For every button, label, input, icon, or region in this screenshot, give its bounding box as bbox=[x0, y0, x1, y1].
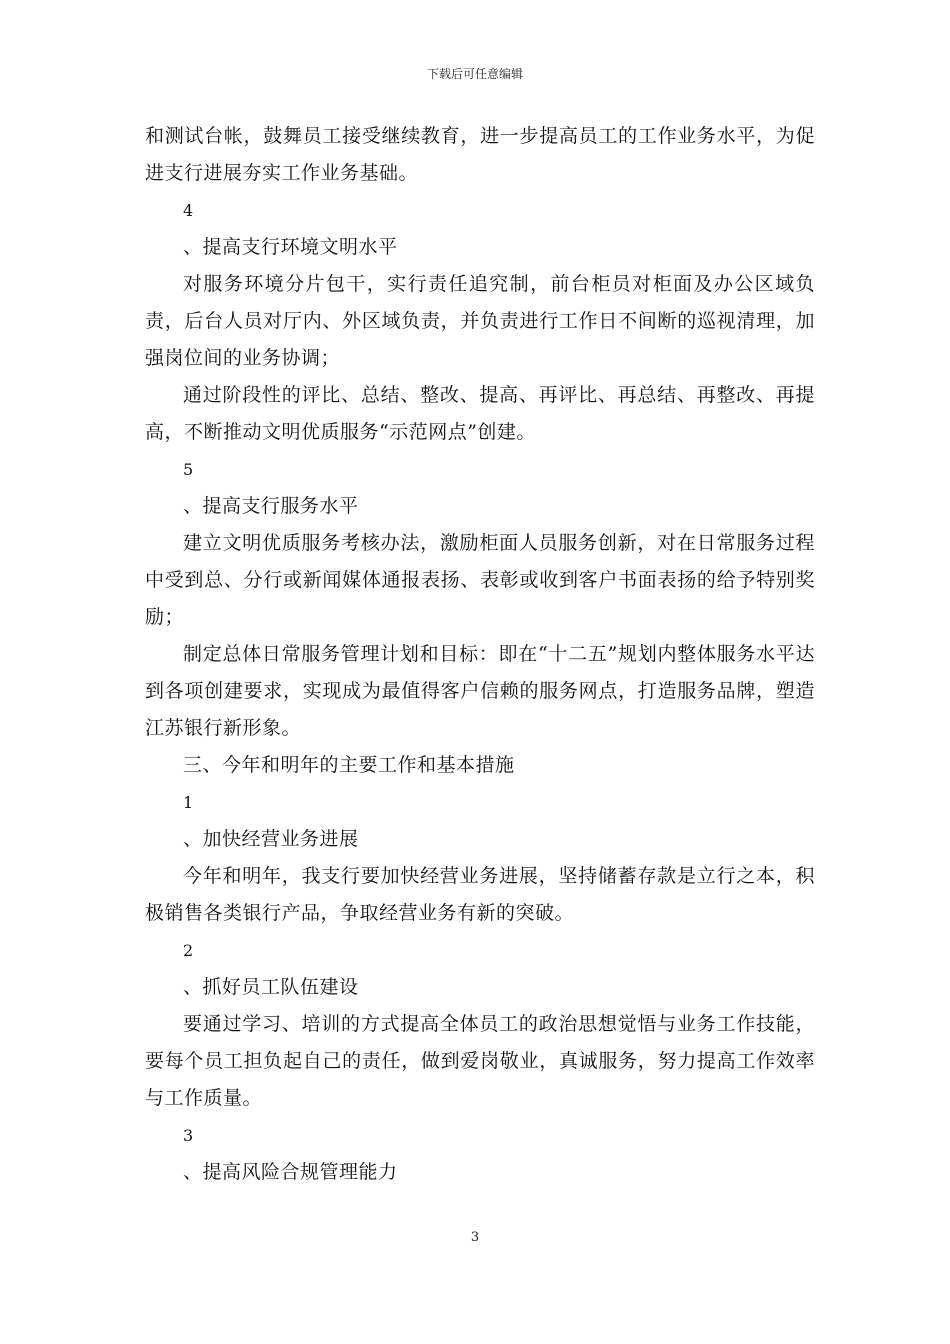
page-header: 下载后可任意编辑 bbox=[426, 67, 523, 81]
subheading-environment: 、提高支行环境文明水平 bbox=[183, 236, 398, 258]
paragraph-environment-1: 对服务环境分片包干，实行责任追究制，前台柜员对柜面及办公区域负责，后台人员对厅内、外区域负责，并负责进行工作日不间断的巡视清理，加强岗位间的业务协调； bbox=[145, 273, 815, 369]
subheading-risk: 、提高风险合规管理能力 bbox=[183, 1161, 398, 1183]
subheading-staff: 、抓好员工队伍建设 bbox=[183, 976, 359, 998]
item-number-5: 5 bbox=[183, 460, 194, 479]
subheading-business: 、加快经营业务进展 bbox=[183, 828, 359, 850]
item-number-3: 3 bbox=[183, 1126, 194, 1145]
document-body bbox=[145, 118, 815, 1191]
page-number: 3 bbox=[470, 1230, 480, 1245]
section-heading-three: 三、今年和明年的主要工作和基本措施 bbox=[183, 754, 515, 776]
paragraph-business: 今年和明年，我支行要加快经营业务进展，坚持储蓄存款是立行之本，积极销售各类银行产品，争取经营业务有新的突破。 bbox=[145, 865, 815, 924]
paragraph-service-2: 制定总体日常服务管理计划和目标：即在“十二五”规划内整体服务水平达到各项创建要求，实现成为最值得客户信赖的服务网点，打造服务品牌，塑造江苏银行新形象。 bbox=[145, 643, 815, 739]
paragraph-environment-2: 通过阶段性的评比、总结、整改、提高、再评比、再总结、再整改、再提高，不断推动文明优质服务“示范网点”创建。 bbox=[145, 384, 815, 443]
item-number-2: 2 bbox=[183, 941, 194, 960]
subheading-service: 、提高支行服务水平 bbox=[183, 495, 359, 517]
item-number-4: 4 bbox=[183, 201, 194, 220]
paragraph-service-1: 建立文明优质服务考核办法，激励柜面人员服务创新，对在日常服务过程中受到总、分行或新闻媒体通报表扬、表彰或收到客户书面表扬的给予特别奖励； bbox=[145, 532, 815, 628]
paragraph-staff: 要通过学习、培训的方式提高全体员工的政治思想觉悟与业务工作技能，要每个员工担负起自己的责任，做到爱岗敬业，真诚服务，努力提高工作效率与工作质量。 bbox=[145, 1013, 815, 1109]
item-number-1: 1 bbox=[183, 793, 194, 812]
paragraph-continued: 和测试台帐，鼓舞员工接受继续教育，进一步提高员工的工作业务水平，为促进支行进展夯实工作业务基础。 bbox=[145, 125, 815, 184]
